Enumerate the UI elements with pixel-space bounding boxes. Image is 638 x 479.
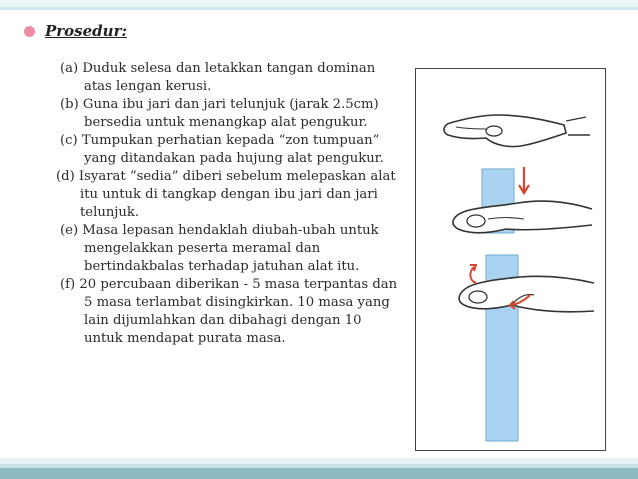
procedure-list: [56, 60, 400, 348]
ruler-release-illustration: [453, 167, 592, 233]
slide-heading: Prosedur:: [45, 22, 128, 40]
procedure-step-a: (a) Duduk selesa dan letakkan tangan dominan atas lengan kerusi.: [60, 61, 376, 94]
ruler-catch-illustration: [459, 255, 594, 441]
procedure-step-d: (d) Isyarat “sedia” diberi sebelum melepaskan alat itu untuk di tangkap dengan ibu jari dan jari telunjuk.: [56, 169, 396, 220]
top-decor-band: [0, 0, 638, 7]
round-bullet-icon: [24, 26, 35, 37]
ready-hand-illustration: [444, 115, 590, 147]
heading-row: [24, 22, 127, 40]
procedure-step-e: (e) Masa lepasan hendaklah diubah-ubah untuk mengelakkan peserta meramal dan bertindakbalas terhadap jatuhan alat itu.: [60, 223, 379, 274]
procedure-step-f: (f) 20 percubaan diberikan - 5 masa terpantas dan 5 masa terlambat disingkirkan. 10 masa yang lain dijumlahkan dan dibahagi dengan 10 untuk mendapat purata masa.: [60, 277, 398, 346]
procedure-step-c: (c) Tumpukan perhatian kepada “zon tumpuan” yang ditandakan pada hujung alat pengukur.: [60, 133, 384, 166]
illustration-svg: [416, 69, 605, 450]
procedure-step-b: (b) Guna ibu jari dan jari telunjuk (jarak 2.5cm) bersedia untuk menangkap alat pengukur.: [60, 97, 379, 130]
top-decor-band-line: [0, 7, 638, 10]
ruler-drop-illustration: [415, 68, 606, 451]
bottom-decor-band-dark: [0, 468, 638, 479]
